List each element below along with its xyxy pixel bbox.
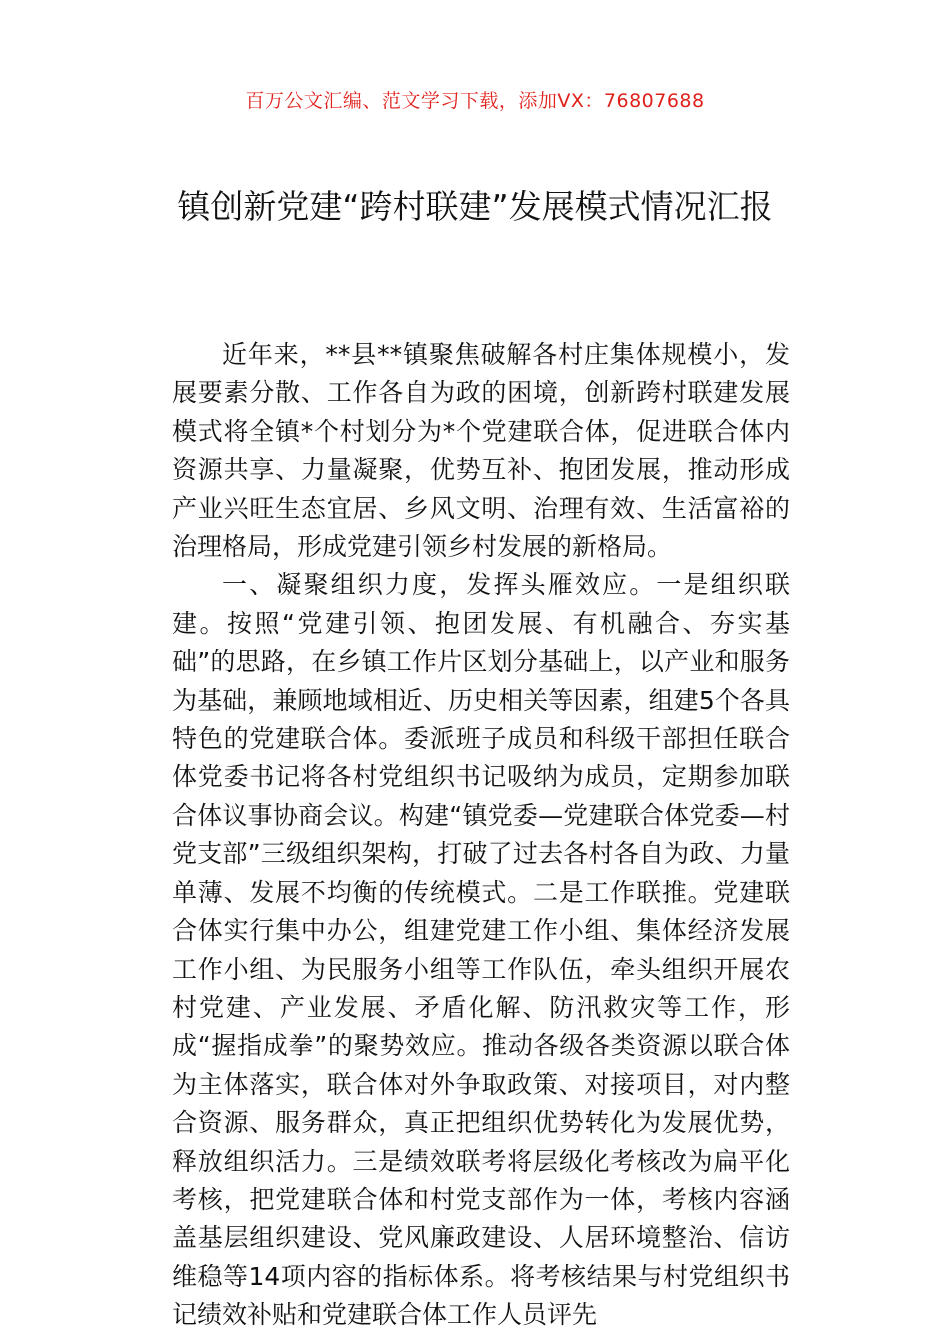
paragraph-section-one: 一、凝聚组织力度，发挥头雁效应。一是组织联建。按照“党建引领、抱团发展、有机融合、夯实基础”的思路，在乡镇工作片区划分基础上，以产业和服务为基础，兼顾地域相近、历史相关等因素，组建5个各具特色的党建联合体。委派班子成员和科级干部担任联合体党委书记将各村党组织书记吸纳为成员，定期参加联合体议事协商会议。构建“镇党委—党建联合体党委—村党支部”三级组织架构，打破了过去各村各自为政、力量单薄、发展不均衡的传统模式。二是工作联推。党建联合体实行集中办公，组建党建工作小组、集体经济发展工作小组、为民服务小组等工作队伍，牵头组织开展农村党建、产业发展、矛盾化解、防汛救灾等工作，形成“握指成拳”的聚势效应。推动各级各类资源以联合体为主体落实，联合体对外争取政策、对接项目，对内整合资源、服务群众，真正把组织优势转化为发展优势，释放组织活力。三是绩效联考将层级化考核改为扁平化考核，把党建联合体和村党支部作为一体，考核内容涵盖基层组织建设、党风廉政建设、人居环境整治、信访维稳等14项内容的指标体系。将考核结果与村党组织书记绩效补贴和党建联合体工作人员评先 xyxy=(172,570,790,1330)
document-body xyxy=(172,336,790,1335)
document-title: 镇创新党建“跨村联建”发展模式情况汇报 xyxy=(177,187,773,226)
header-watermark-note: 百万公文汇编、范文学习下载，添加VX：76807688 xyxy=(245,90,705,112)
paragraph-intro: 近年来，**县**镇聚焦破解各村庄集体规模小，发展要素分散、工作各自为政的困境，创新跨村联建发展模式将全镇*个村划分为*个党建联合体，促进联合体内资源共享、力量凝聚，优势互补、抱团发展，推动形成产业兴旺生态宜居、乡风文明、治理有效、生活富裕的治理格局，形成党建引领乡村发展的新格局。 xyxy=(172,340,790,562)
